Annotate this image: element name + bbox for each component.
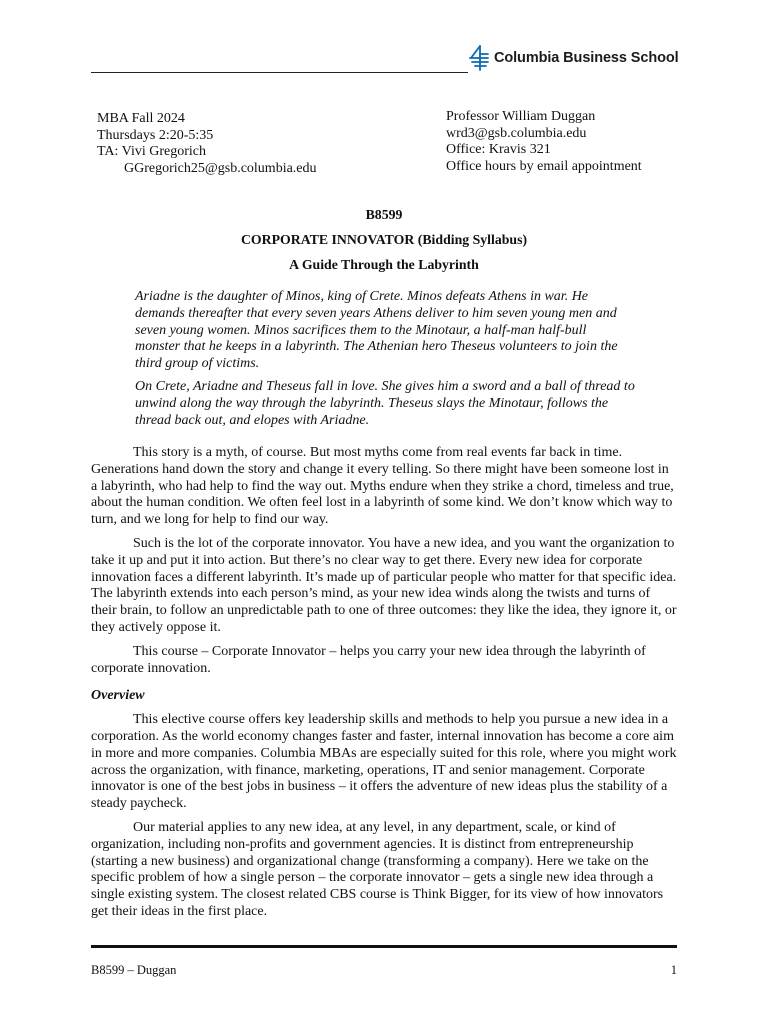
term: MBA Fall 2024: [97, 111, 185, 126]
body-paragraph: This course – Corporate Innovator – helps you carry your new idea through the labyrinth of corporate innovation.: [91, 643, 646, 676]
footer-rule: [91, 945, 677, 948]
body-paragraph: Our material applies to any new idea, at any level, in any department, scale, or kind of organization, including non-profits and government agencies. It is distinct from entrepreneurship (starting a new business) and organizational change (transforming a company). Here we take on the specific problem of how a single person – the corporate innovator – gets a single new idea through a single existing system. The closest related CBS course is Think Bigger, for its view of how innovators get their ideas in the first place.: [91, 819, 664, 919]
myth-quote: [135, 289, 635, 435]
overview-heading: Overview: [91, 688, 145, 704]
quote-paragraph: Ariadne is the daughter of Minos, king of Crete. Minos defeats Athens in war. He demands thereafter that every seven years Athens deliver to him seven young men and seven young women. Minos sacrifices them to the Minotaur, a half-man half-bull monster that he keeps in a labyrinth. The Athenian hero Theseus volunteers to join the third group of victims.: [135, 289, 618, 372]
body-paragraph: This elective course offers key leadership skills and methods to help you pursue a new idea in a corporation. As the world economy changes faster and faster, internal innovation has become a core aim in more and more companies. Columbia MBAs are especially suited for this role, where you might work across the organization, with finance, marketing, operations, IT and senior management. Corporate innovator is one of the best jobs in business – it offers the adventure of new ideas plus the stability of a steady paycheck.: [91, 712, 677, 812]
logo-text: Columbia Business School: [494, 50, 679, 66]
course-info-left: [97, 111, 317, 177]
course-code: B8599: [365, 207, 403, 222]
course-subtitle: A Guide Through the Labyrinth: [289, 257, 479, 272]
course-info-right: [446, 109, 642, 175]
quote-paragraph: On Crete, Ariadne and Theseus fall in love. She gives him a sword and a ball of thread to unwind along the way through the labyrinth. Theseus slays the Minotaur, follows the thread back out, and elopes with Ariadne.: [135, 378, 635, 428]
ta-name: TA: Vivi Gregorich: [97, 144, 206, 159]
office-hours: Office hours by email appointment: [446, 158, 642, 174]
columbia-crown-logo-icon: [468, 44, 490, 72]
page-number: 1: [670, 963, 677, 977]
body-paragraph: This story is a myth, of course. But most myths come from real events far back in time. Generations hand down the story and change it every telling. So there might have been someone lost in a labyrinth, who had help to find the way out. Myths endure when they strike a chord, timeless and true, about the human condition. We often feel lost in a labyrinth of some kind. We don’t know which way to turn, and we long for help to find our way.: [91, 445, 674, 528]
course-titles: [91, 207, 677, 282]
professor-name: Professor William Duggan: [446, 109, 596, 124]
header-rule: [91, 72, 468, 73]
syllabus-body: [91, 445, 677, 928]
ta-email: GGregorich25@gsb.columbia.edu: [124, 160, 317, 176]
schedule: Thursdays 2:20-5:35: [97, 127, 214, 143]
professor-email: wrd3@gsb.columbia.edu: [446, 125, 587, 141]
school-logo: [468, 44, 679, 72]
footer-course-author: B8599 – Duggan: [91, 963, 177, 977]
office: Office: Kravis 321: [446, 142, 551, 157]
body-paragraph: Such is the lot of the corporate innovator. You have a new idea, and you want the organization to take it up and put it into action. But there’s no clear way to get there. Every new idea for corporate innovation faces a different labyrinth. It’s made up of particular people who matter for that specific idea. The labyrinth extends into each person’s mind, as your new idea winds along the twists and turns of their brain, to follow an unpredictable path to one of three outcomes: they like the idea, they ignore it, or they actively oppose it.: [91, 535, 677, 635]
course-title: CORPORATE INNOVATOR (Bidding Syllabus): [240, 232, 528, 247]
